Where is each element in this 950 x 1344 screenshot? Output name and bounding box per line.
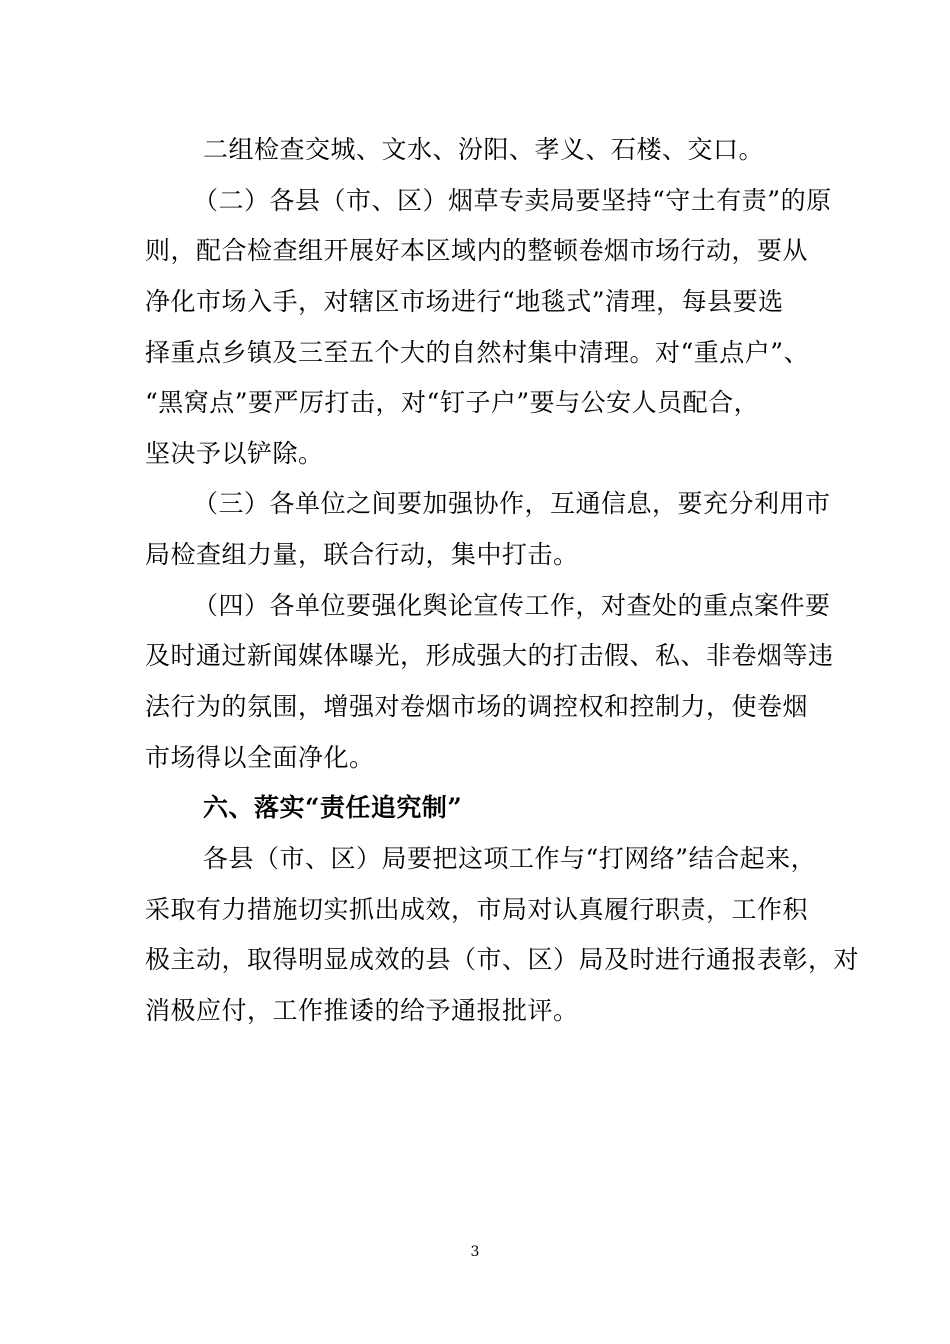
- text-line: 坚决予以铲除。: [145, 439, 324, 468]
- text-line: 二组检查交城、文水、汾阳、孝义、石楼、交口。: [203, 135, 765, 164]
- text-line: 净化市场入手，对辖区市场进行“地毯式”清理，每县要选: [145, 287, 784, 316]
- text-line: 采取有力措施切实抓出成效，市局对认真履行职责，工作积: [145, 895, 809, 924]
- text-line: 法行为的氛围，增强对卷烟市场的调控权和控制力，使卷烟: [145, 692, 809, 721]
- text-line: （三）各单位之间要加强协作，互通信息，要充分利用市: [193, 489, 831, 518]
- text-line: （四）各单位要强化舆论宣传工作，对查处的重点案件要: [193, 591, 831, 620]
- text-line: 择重点乡镇及三至五个大的自然村集中清理。对“重点户”、: [145, 338, 810, 367]
- text-line: 消极应付，工作推诿的给予通报批评。: [145, 996, 579, 1025]
- text-line: 及时通过新闻媒体曝光，形成强大的打击假、私、非卷烟等违: [145, 641, 834, 670]
- page-number: 3: [470, 1244, 480, 1260]
- text-line: 极主动，取得明显成效的县（市、区）局及时进行通报表彰，对: [145, 945, 860, 974]
- text-line: 市场得以全面净化。: [145, 743, 375, 772]
- text-line: “黑窝点”要严厉打击，对“钉子户”要与公安人员配合，: [145, 388, 760, 417]
- text-line: 局检查组力量，联合行动，集中打击。: [145, 540, 579, 569]
- text-line: （二）各县（市、区）烟草专卖局要坚持“守土有责”的原: [193, 186, 832, 215]
- text-line: 则，配合检查组开展好本区域内的整顿卷烟市场行动，要从: [145, 236, 809, 265]
- section-heading: 六、落实“责任追究制”: [203, 793, 463, 822]
- text-line: 各县（市、区）局要把这项工作与“打网络”结合起来，: [203, 844, 817, 873]
